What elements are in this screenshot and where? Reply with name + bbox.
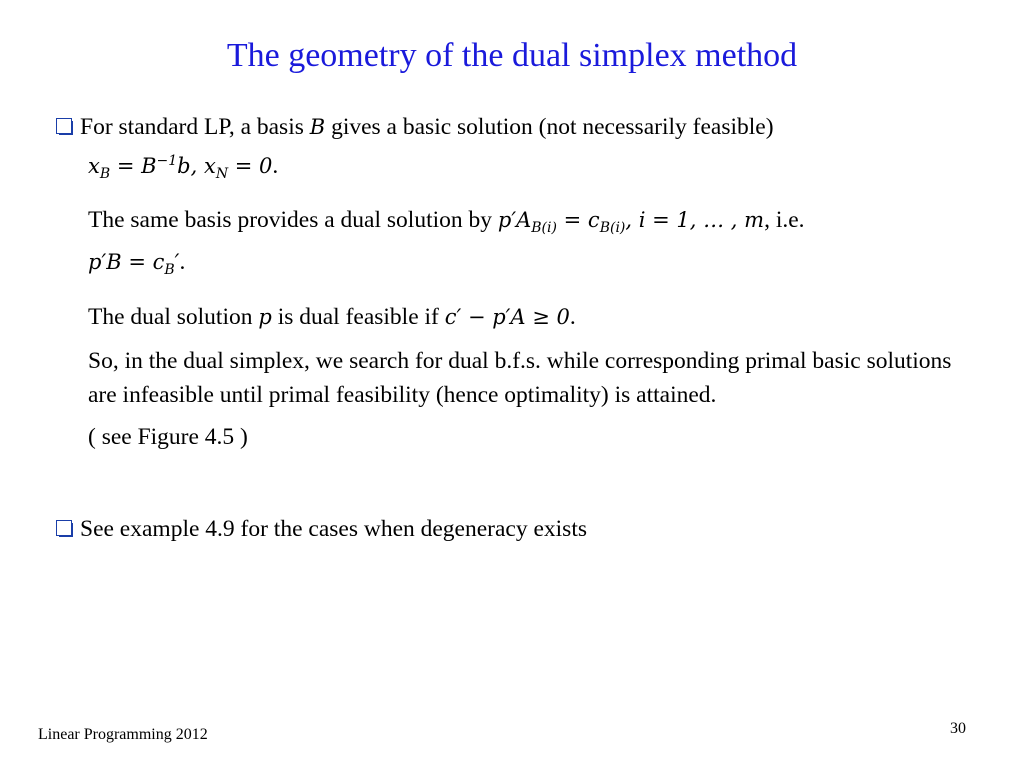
feasible-mid: is dual feasible if [271, 303, 445, 330]
slide-title: The geometry of the dual simplex method [226, 37, 798, 74]
dual-solution-paragraph: The same basis provides a dual solution by $p'A_{B(i)} = c_{B(i)}$, i = 1, … , m, i.e. $p'B = c_B'$. [88, 207, 805, 279]
see-figure: ( see Figure 4.5 ) [88, 423, 248, 450]
basis-text: For standard LP, a basis [80, 114, 310, 140]
dual-suffix: , i.e. [764, 207, 805, 234]
bullet-item-1 [56, 110, 976, 454]
page-number: 30 [950, 720, 966, 737]
feasible-prefix: The dual solution [88, 303, 259, 330]
basis-var: B [309, 115, 326, 139]
feasible-paragraph: The dual solution p is dual feasible if c′ − p′A ≥ 0. [88, 303, 576, 330]
dual-prefix: The same basis provides a dual solution by [88, 207, 498, 234]
feasible-var: p [258, 304, 272, 329]
footer-course: Linear Programming 2012 [38, 726, 208, 743]
search-paragraph: So, in the dual simplex, we search for dual b.f.s. while corresponding primal basic solutions are infeasible until primal feasibility (hence optimality) is attained. [88, 347, 952, 408]
basis-text-after: gives a basic solution (not necessarily feasible) [325, 114, 774, 140]
square-bullet-icon [56, 520, 74, 538]
bullet-item-2 [56, 512, 976, 546]
degeneracy-text: See example 4.9 for the cases when degeneracy exists [80, 516, 588, 542]
square-bullet-icon [56, 118, 74, 136]
formula-primal: $x_B = B^{-1}b$, $x_N = 0$. [88, 153, 279, 183]
